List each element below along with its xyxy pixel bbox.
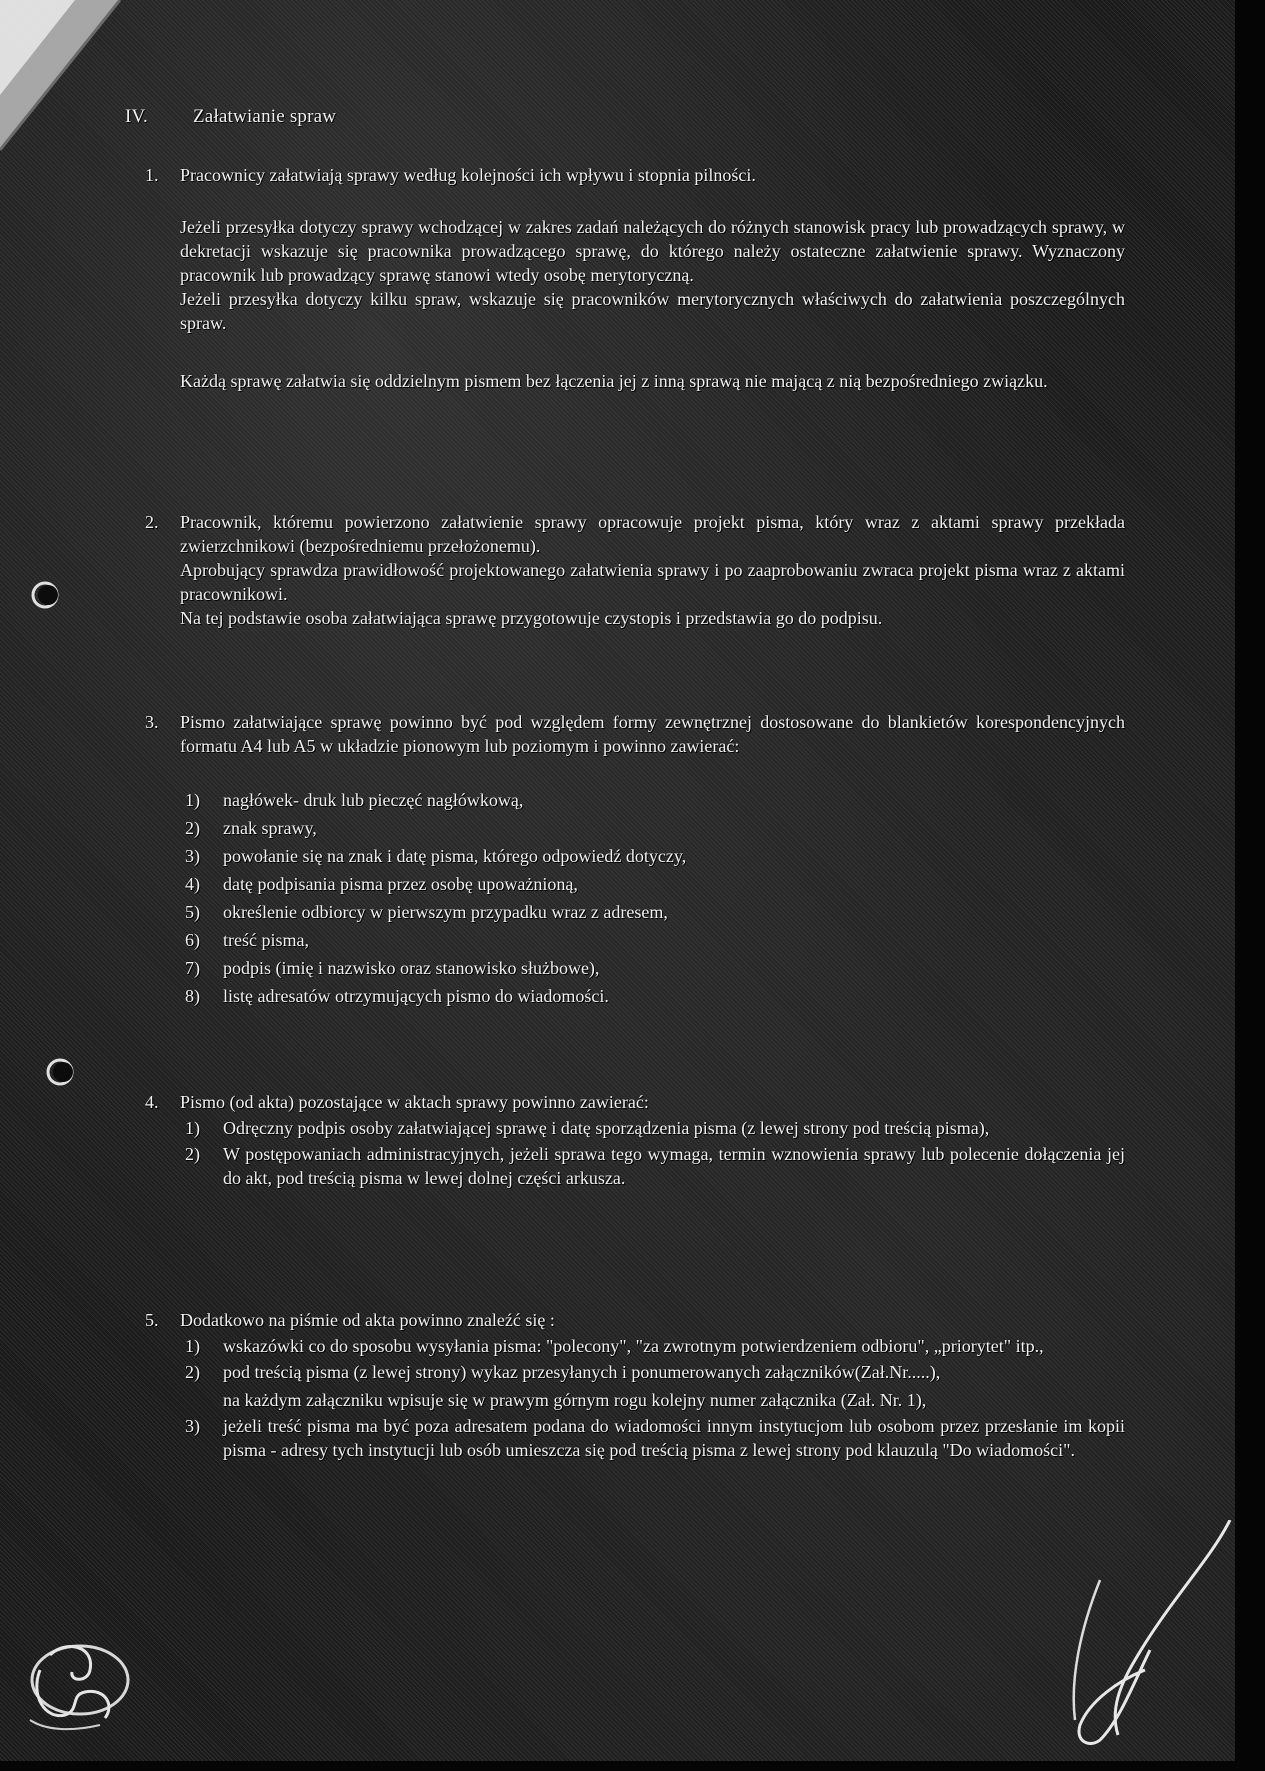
list-item: 3) powołanie się na znak i datę pisma, którego odpowiedź dotyczy, <box>185 846 687 866</box>
list-item: 4) datę podpisania pisma przez osobę upoważnioną, <box>185 874 578 894</box>
list-item: 2) pod treścią pisma (z lewej strony) wykaz przesyłanych i ponumerowanych załączników(Zał.Nr.....), <box>185 1362 941 1382</box>
section-3-list <box>145 788 1125 1008</box>
section-5-lead: Dodatkowo na piśmie od akta powinno znaleźć się : <box>180 1310 555 1330</box>
list-item: 7) podpis (imię i nazwisko oraz stanowisko służbowe), <box>185 958 600 978</box>
section-3-lead: Pismo załatwiające sprawę powinno być pod względem formy zewnętrznej dostosowane do blankietów korespondencyjnych formatu A4 lub A5 w układzie pionowym lub poziomym i powinno zawierać: <box>180 712 1125 756</box>
section-1-paragraph-2: Jeżeli przesyłka dotyczy kilku spraw, wskazuje się pracowników merytorycznych właściwych do załatwienia poszczególnych spraw. <box>180 289 1125 333</box>
initials-stamp <box>10 1600 140 1740</box>
heading-title: Załatwianie spraw <box>193 106 337 127</box>
section-2 <box>145 510 1125 630</box>
section-4-lead: Pismo (od akta) pozostające w aktach sprawy powinno zawierać: <box>180 1092 649 1112</box>
list-item: 8) listę adresatów otrzymujących pismo do wiadomości. <box>185 986 609 1006</box>
list-item: 5) określenie odbiorcy w pierwszym przypadku wraz z adresem, <box>185 902 668 922</box>
section-heading <box>125 106 336 128</box>
section-4 <box>145 1090 1125 1190</box>
list-item: 1) Odręczny podpis osoby załatwiającej sprawę i datę sporządzenia pisma (z lewej strony pod treścią pisma), <box>185 1118 990 1138</box>
section-1-number: 1. <box>145 165 159 185</box>
section-4-number: 4. <box>145 1092 159 1112</box>
section-2-paragraph-3: Na tej podstawie osoba załatwiająca sprawę przygotowuje czystopis i przedstawia go do podpisu. <box>180 608 883 628</box>
list-item: 3) jeżeli treść pisma ma być poza adresatem podana do wiadomości innym instytucjom lub osobom przez przesłanie im kopii pisma - adresy tych instytucji lub osób umieszcza się pod treścią pisma z lewej strony pod klauzulą "Do wiadomości". <box>185 1416 1125 1460</box>
section-5 <box>145 1308 1125 1462</box>
section-5-number: 5. <box>145 1310 159 1330</box>
section-1-paragraph-1: Jeżeli przesyłka dotyczy sprawy wchodzącej w zakres zadań należących do różnych stanowisk pracy lub prowadzących sprawy, w dekretacji wskazuje się pracownika prowadzącego sprawę, do którego należy ostateczne załatwienie sprawy. Wyznaczony pracownik lub prowadzący sprawę stanowi wtedy osobę merytoryczną. <box>180 217 1125 285</box>
list-item: 1) nagłówek- druk lub pieczęć nagłówkową, <box>185 790 524 810</box>
section-3-number: 3. <box>145 712 159 732</box>
section-2-paragraph-1: Pracownik, któremu powierzono załatwienie sprawy opracowuje projekt pisma, który wraz z aktami sprawy przekłada zwierzchnikowi (bezpośredniemu przełożonemu). <box>180 512 1125 556</box>
list-item: 2) znak sprawy, <box>185 818 317 838</box>
list-item: 2) W postępowaniach administracyjnych, jeżeli sprawa tego wymaga, termin wznowienia sprawy lub polecenie dołączenia jej do akt, pod treścią pisma w lewej dolnej części arkusza. <box>185 1144 1125 1188</box>
list-item: 1) wskazówki co do sposobu wysyłania pisma: "polecony", "za zwrotnym potwierdzeniem odbioru", „priorytet" itp., <box>185 1336 1044 1356</box>
section-2-number: 2. <box>145 512 159 532</box>
handwritten-signature <box>1040 1520 1240 1750</box>
section-1 <box>145 163 1125 393</box>
section-3 <box>145 710 1125 1008</box>
list-item: 6) treść pisma, <box>185 930 309 950</box>
heading-number: IV. <box>125 106 148 127</box>
section-1-lead: Pracownicy załatwiają sprawy według kolejności ich wpływu i stopnia pilności. <box>180 165 756 185</box>
section-2-paragraph-2: Aprobujący sprawdza prawidłowość projektowanego załatwienia sprawy i po zaaprobowaniu zwraca projekt pisma wraz z aktami pracownikowi. <box>180 560 1125 604</box>
section-1-paragraph-3: Każdą sprawę załatwia się oddzielnym pismem bez łączenia jej z inną sprawą nie mającą z nią bezpośredniego związku. <box>180 371 1048 391</box>
attachment-note: na każdym załączniku wpisuje się w prawym górnym rogu kolejny numer załącznika (Zał. Nr. 1), <box>223 1390 927 1410</box>
